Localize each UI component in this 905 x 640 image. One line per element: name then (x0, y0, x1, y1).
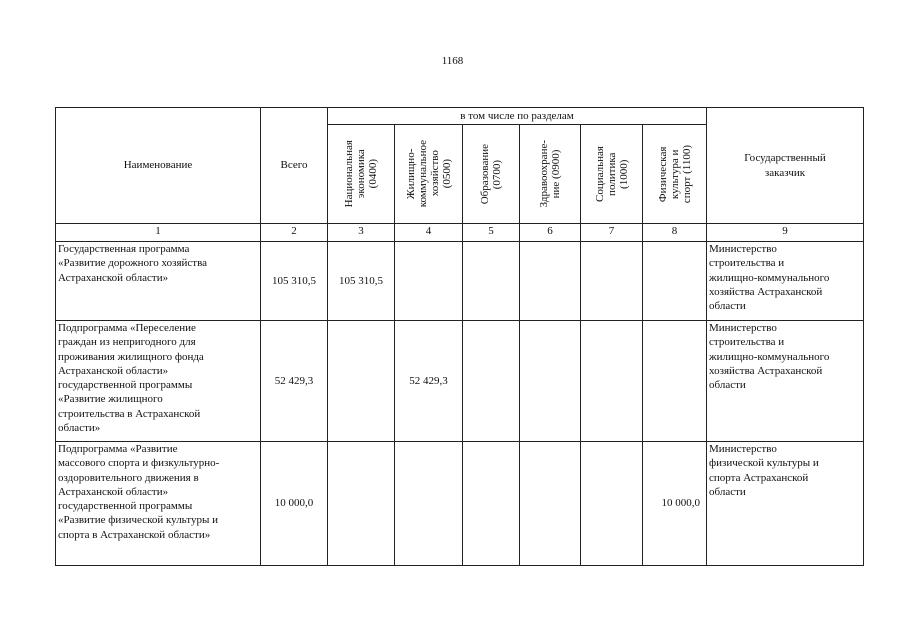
column-number: 9 (707, 224, 864, 242)
column-number: 1 (56, 224, 261, 242)
row-customer: Министерство строительства и жилищно-коммунального хозяйства Астраханской области (707, 242, 864, 321)
header-section-housing (395, 125, 463, 224)
header-section-label: Национальная экономика (0400) (343, 140, 379, 208)
table-row (56, 442, 864, 566)
row-section-value (463, 242, 520, 321)
header-section-label: Социальная политика (1000) (593, 146, 630, 202)
header-section-sport (643, 125, 707, 224)
header-section-label: Жилищно- коммунальное хозяйство (0500) (404, 140, 453, 208)
page-number: 1168 (441, 55, 464, 67)
column-number: 7 (581, 224, 643, 242)
row-customer: Министерство строительства и жилищно-коммунального хозяйства Астраханской области (707, 321, 864, 442)
row-section-value (463, 442, 520, 566)
row-section-value (643, 321, 707, 442)
row-section-value (520, 321, 581, 442)
header-section-social-policy (581, 125, 643, 224)
header-section-label: Физическая культура и спорт (1100) (656, 144, 693, 204)
row-section-value (643, 242, 707, 321)
row-section-value: 10 000,0 (643, 442, 707, 566)
row-total: 105 310,5 (261, 242, 328, 321)
header-section-national-economy (328, 125, 395, 224)
column-number-row (56, 224, 864, 242)
column-number: 6 (520, 224, 581, 242)
row-section-value (395, 242, 463, 321)
allocation-table (55, 107, 864, 566)
table-row (56, 321, 864, 442)
row-section-value (520, 442, 581, 566)
header-section-label: Образование (0700) (479, 143, 503, 205)
header-section-education (463, 125, 520, 224)
row-total: 52 429,3 (261, 321, 328, 442)
row-customer: Министерство физической культуры и спорта Астраханской области (707, 442, 864, 566)
row-section-value (520, 242, 581, 321)
header-section-label: Здравоохране- ние (0900) (538, 140, 562, 208)
header-total: Всего (261, 108, 328, 224)
header-customer: Государственный заказчик (707, 108, 864, 224)
row-section-value: 52 429,3 (395, 321, 463, 442)
header-section-health (520, 125, 581, 224)
header-sections-title: в том числе по разделам (328, 108, 707, 125)
row-section-value: 105 310,5 (328, 242, 395, 321)
row-section-value (463, 321, 520, 442)
column-number: 4 (395, 224, 463, 242)
row-total: 10 000,0 (261, 442, 328, 566)
row-section-value (581, 242, 643, 321)
row-name: Государственная программа «Развитие дорожного хозяйства Астраханской области» (56, 242, 261, 321)
column-number: 3 (328, 224, 395, 242)
column-number: 2 (261, 224, 328, 242)
header-name: Наименование (56, 108, 261, 224)
column-number: 8 (643, 224, 707, 242)
row-section-value (328, 442, 395, 566)
row-section-value (395, 442, 463, 566)
row-section-value (581, 442, 643, 566)
column-number: 5 (463, 224, 520, 242)
row-section-value (581, 321, 643, 442)
row-name: Подпрограмма «Развитие массового спорта и физкультурно- оздоровительного движения в Астраханской области» государственной программы «Развитие физической культуры и спорта в Астраханской области» (56, 442, 261, 566)
row-section-value (328, 321, 395, 442)
header-row-top (56, 108, 864, 125)
row-name: Подпрограмма «Переселение граждан из непригодного для проживания жилищного фонда Астраханской области» государственной программы «Развитие жилищного строительства в Астраханской области» (56, 321, 261, 442)
table-row (56, 242, 864, 321)
